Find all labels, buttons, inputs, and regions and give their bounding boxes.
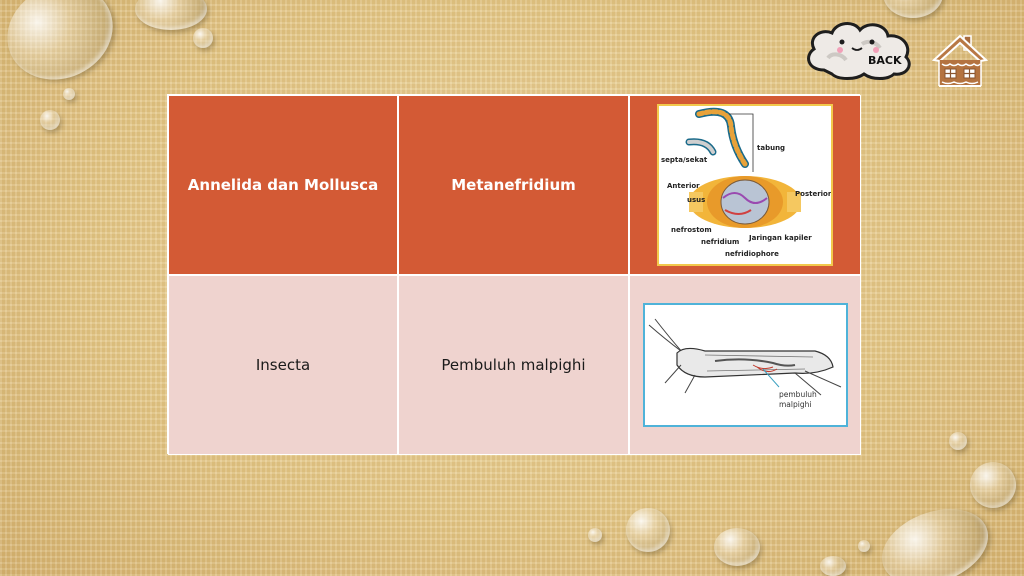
header-group-label: Annelida dan Mollusca (187, 176, 379, 194)
label-pembuluh: pembuluh (778, 390, 817, 399)
water-drop (949, 432, 967, 450)
label-nefridium: nefridium (701, 238, 740, 246)
water-drop (871, 495, 998, 576)
label-tabung: tabung (757, 144, 786, 152)
malpighi-figure (643, 303, 848, 427)
water-drop (0, 0, 128, 97)
water-drop (714, 528, 760, 566)
label-nefrostom: nefrostom (671, 226, 712, 234)
row-cell-group (168, 275, 398, 455)
header-cell-figure (629, 95, 861, 275)
water-drop (858, 540, 870, 552)
row-group-label: Insecta (255, 356, 311, 374)
label-anterior: Anterior (667, 182, 700, 190)
label-nefridiophore: nefridiophore (725, 250, 779, 258)
cloud-icon (802, 18, 914, 80)
metanefridium-figure (657, 104, 833, 266)
row-cell-figure (629, 275, 861, 455)
label-usus: usus (687, 196, 706, 204)
water-drop (820, 556, 846, 576)
water-drop (193, 28, 213, 48)
water-drop (135, 0, 207, 30)
metanefridium-diagram (659, 106, 831, 264)
label-jaringan: Jaringan kapiler (749, 234, 812, 242)
back-button[interactable] (802, 18, 914, 80)
label-septa: septa/sekat (661, 156, 708, 164)
label-posterior: Posterior (795, 190, 831, 198)
label-malpighi: malpighi (778, 400, 811, 409)
water-drop (970, 462, 1016, 508)
water-drop (626, 508, 670, 552)
water-drop (63, 88, 75, 100)
water-drop (883, 0, 943, 18)
header-organ-label: Metanefridium (451, 176, 576, 194)
grasshopper-diagram (645, 305, 846, 425)
water-drop (588, 528, 602, 542)
header-cell-group (168, 95, 398, 275)
row-organ-label: Pembuluh malpighi (441, 356, 586, 374)
header-cell-organ (398, 95, 629, 275)
row-cell-organ (398, 275, 629, 455)
excretion-table (167, 94, 860, 454)
water-drop (40, 110, 60, 130)
home-button[interactable] (930, 28, 990, 92)
back-label: BACK (868, 54, 902, 67)
gingerbread-house-icon (930, 28, 990, 92)
